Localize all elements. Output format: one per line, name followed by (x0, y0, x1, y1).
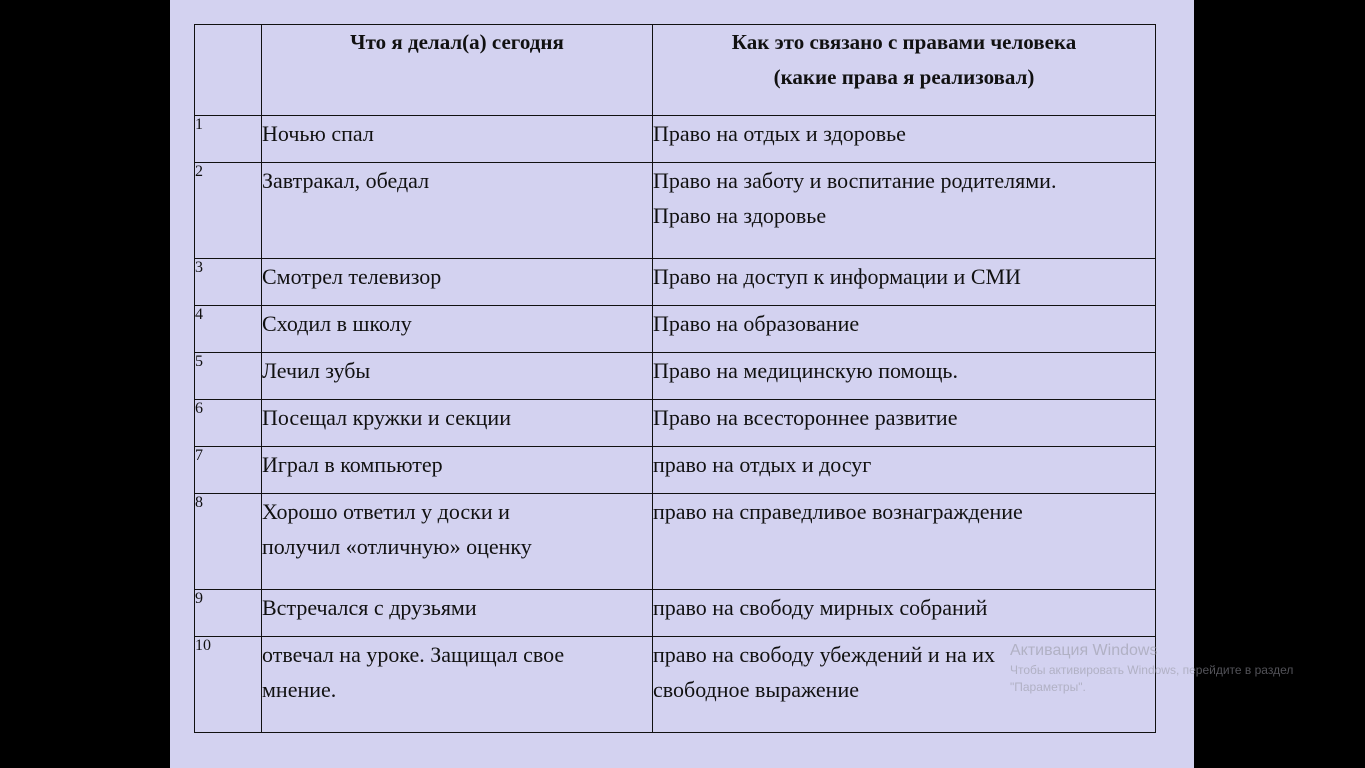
table-row (195, 494, 1156, 590)
activity-cell (262, 590, 653, 637)
right-line: Право на образование (653, 311, 860, 336)
row-number: 4 (195, 306, 262, 353)
table-row (195, 306, 1156, 353)
header-right-line2: (какие права я реализовал) (773, 65, 1035, 89)
table-row (195, 353, 1156, 400)
row-number: 6 (195, 400, 262, 447)
right-line: Право на заботу и воспитание родителями. (653, 168, 1057, 193)
table-row (195, 163, 1156, 259)
row-number: 1 (195, 116, 262, 163)
activity-cell (262, 637, 653, 733)
right-cell (653, 400, 1156, 447)
right-line: право на свободу мирных собраний (653, 595, 988, 620)
header-number (195, 25, 262, 116)
activity-line: отвечал на уроке. Защищал свое (262, 642, 565, 667)
activity-cell (262, 447, 653, 494)
activity-line: Ночью спал (262, 121, 374, 146)
right-line: Право на доступ к информации и СМИ (653, 264, 1021, 289)
activity-line: получил «отличную» оценку (262, 534, 532, 559)
activity-cell (262, 163, 653, 259)
header-activity (262, 25, 653, 116)
right-line: право на отдых и досуг (653, 452, 872, 477)
activity-line: Хорошо ответил у доски и (262, 499, 510, 524)
right-line: Право на медицинскую помощь. (653, 358, 958, 383)
right-line: Право на здоровье (653, 203, 827, 228)
right-cell (653, 590, 1156, 637)
activity-cell (262, 494, 653, 590)
right-line: право на свободу убеждений и на их (653, 642, 996, 667)
table-row (195, 637, 1156, 733)
activity-line: Смотрел телевизор (262, 264, 442, 289)
right-cell (653, 494, 1156, 590)
right-line: свободное выражение (653, 677, 859, 702)
header-right (653, 25, 1156, 116)
activity-line: Завтракал, обедал (262, 168, 430, 193)
right-line: право на справедливое вознаграждение (653, 499, 1023, 524)
activity-cell (262, 400, 653, 447)
right-cell (653, 447, 1156, 494)
activity-line: Встречался с друзьями (262, 595, 477, 620)
right-line: Право на всестороннее развитие (653, 405, 958, 430)
activity-line: Играл в компьютер (262, 452, 443, 477)
header-row (195, 25, 1156, 116)
table-row (195, 447, 1156, 494)
row-number: 7 (195, 447, 262, 494)
row-number: 10 (195, 637, 262, 733)
activity-line: Посещал кружки и секции (262, 405, 511, 430)
activity-line: Сходил в школу (262, 311, 412, 336)
rights-table (194, 24, 1156, 733)
slide (170, 0, 1194, 768)
table-row (195, 590, 1156, 637)
activity-cell (262, 116, 653, 163)
watermark-title: Активация Windows (1010, 642, 1158, 659)
header-activity-text: Что я делал(а) сегодня (350, 30, 564, 54)
activity-cell (262, 306, 653, 353)
right-cell (653, 637, 1156, 733)
table-row (195, 400, 1156, 447)
row-number: 8 (195, 494, 262, 590)
activity-line: мнение. (262, 677, 337, 702)
row-number: 2 (195, 163, 262, 259)
row-number: 3 (195, 259, 262, 306)
row-number: 9 (195, 590, 262, 637)
right-cell (653, 116, 1156, 163)
right-cell (653, 353, 1156, 400)
activity-cell (262, 353, 653, 400)
table-row (195, 116, 1156, 163)
right-cell (653, 259, 1156, 306)
watermark-text: Чтобы активировать Windows, перейдите в раздел "Параметры". (1010, 663, 1294, 694)
right-cell (653, 306, 1156, 353)
header-right-line1: Как это связано с правами человека (731, 30, 1077, 54)
row-number: 5 (195, 353, 262, 400)
activity-cell (262, 259, 653, 306)
right-cell (653, 163, 1156, 259)
activity-line: Лечил зубы (262, 358, 371, 383)
right-line: Право на отдых и здоровье (653, 121, 906, 146)
table-row (195, 259, 1156, 306)
